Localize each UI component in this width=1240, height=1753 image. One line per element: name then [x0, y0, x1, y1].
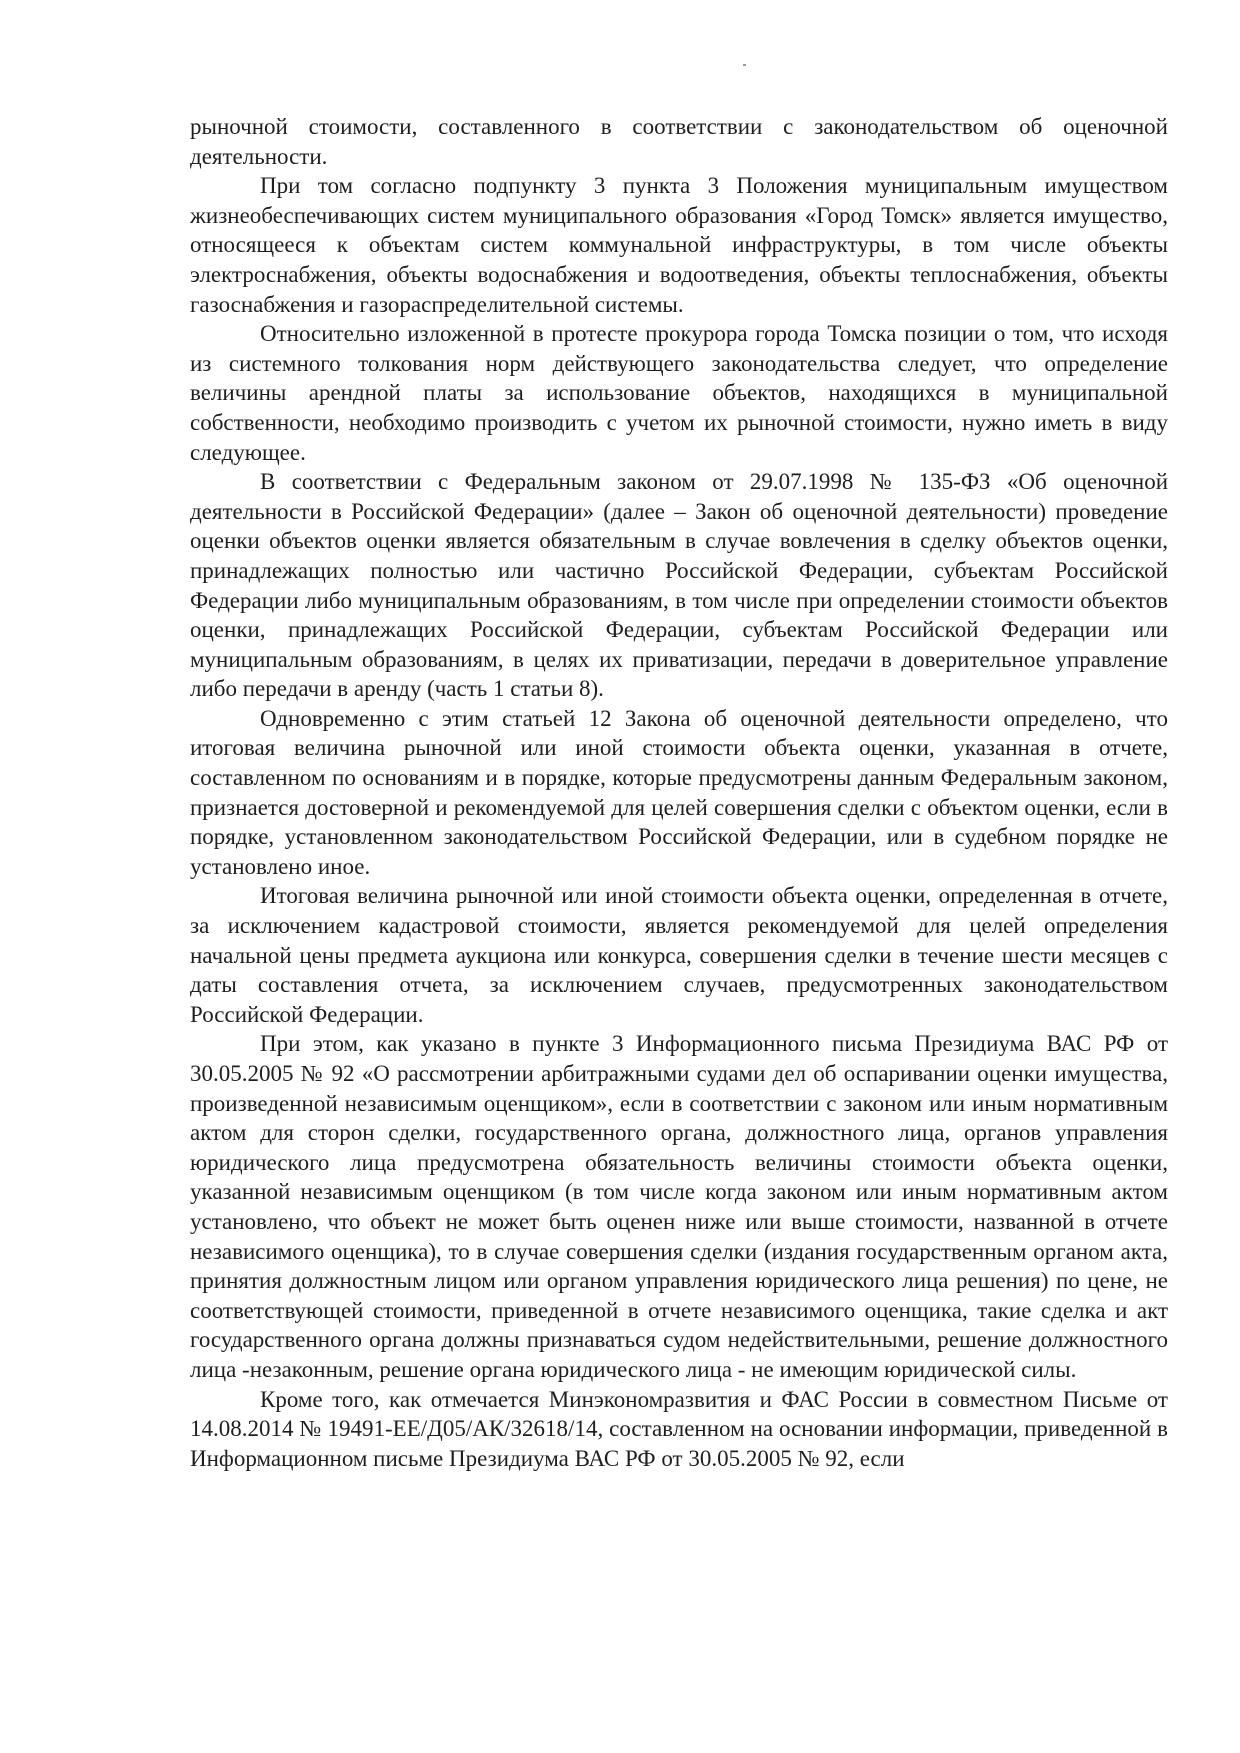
paragraph-article-12: Одновременно с этим статьей 12 Закона об оценочной деятельности определено, что итоговая величина рыночной или иной стоимости объекта оценки, указанная в отчете, составленном по основаниям и в порядке, которые предусмотрены данным Федеральным законом, признается достоверной и рекомендуемой для целей совершения сделки с объектом оценки, если в порядке, установленном законодательством Российской Федерации, или в судебном порядке не установлено иное.	[190, 705, 1168, 879]
paragraph-final-value: Итоговая величина рыночной или иной стоимости объекта оценки, определенная в отчете, за исключением кадастровой стоимости, является рекомендуемой для целей определения начальной цены предмета аукциона или конкурса, совершения сделки в течение шести месяцев с даты составления отчета, за исключением случаев, предусмотренных законодательством Российской Федерации.	[190, 883, 1168, 1027]
paragraph-joint-letter: Кроме того, как отмечается Минэкономразвития и ФАС России в совместном Письме от 14.08.2014 № 19491-ЕЕ/Д05/АК/32618/14, составленном на основании информации, приведенной в Информационном письме Президиума ВАС РФ от 30.05.2005 № 92, если	[190, 1386, 1168, 1471]
paragraph-vas-letter-92: При этом, как указано в пункте 3 Информационного письма Президиума ВАС РФ от 30.05.2005 № 92 «О рассмотрении арбитражными судами дел об оспаривании оценки имущества, произведенной независимым оценщиком», если в соответствии с законом или иным нормативным актом для сторон сделки, государственного органа, должностного лица, органов управления юридического лица предусмотрена обязательность величины стоимости объекта оценки, указанной независимым оценщиком (в том числе когда законом или иным нормативным актом установлено, что объект не может быть оценен ниже или выше стоимости, названной в отчете независимого оценщика), то в случае совершения сделки (издания государственным органом акта, принятия должностным лицом или органом управления юридического лица решения) по цене, не соответствующей стоимости, приведенной в отчете независимого оценщика, такие сделка и акт государственного органа должны признаваться судом недействительными, решение должностного лица -незаконным, решение органа юридического лица - не имеющим юридической силы.	[190, 1031, 1168, 1382]
paragraph-municipal-property: При том согласно подпункту 3 пункта 3 Положения муниципальным имуществом жизнеобеспечивающих систем муниципального образования «Город Томск» является имущество, относящееся к объектам систем коммунальной инфраструктуры, в том числе объекты электроснабжения, объекты водоснабжения и водоотведения, объекты теплоснабжения, объекты газоснабжения и газораспределительной системы.	[190, 173, 1168, 317]
paragraph-continuation: рыночной стоимости, составленного в соответствии с законодательством об оценочной деятельности.	[190, 114, 1168, 169]
paragraph-federal-law-135: В соответствии с Федеральным законом от 29.07.1998 № 135-ФЗ «Об оценочной деятельности в Российской Федерации» (далее – Закон об оценочной деятельности) проведение оценки объектов оценки является обязательным в случае вовлечения в сделку объектов оценки, принадлежащих полностью или частично Российской Федерации, субъектам Российской Федерации либо муниципальным образованиям, в том числе при определении стоимости объектов оценки, принадлежащих Российской Федерации, субъектам Российской Федерации или муниципальным образованиям, в целях их приватизации, передачи в доверительное управление либо передачи в аренду (часть 1 статьи 8).	[190, 469, 1168, 702]
document-body	[190, 112, 1168, 1473]
scan-artifact	[743, 64, 746, 66]
paragraph-prosecutor-protest: Относительно изложенной в протесте прокурора города Томска позиции о том, что исходя из системного толкования норм действующего законодательства следует, что определение величины арендной платы за использование объектов, находящихся в муниципальной собственности, необходимо производить с учетом их рыночной стоимости, нужно иметь в виду следующее.	[190, 321, 1168, 465]
